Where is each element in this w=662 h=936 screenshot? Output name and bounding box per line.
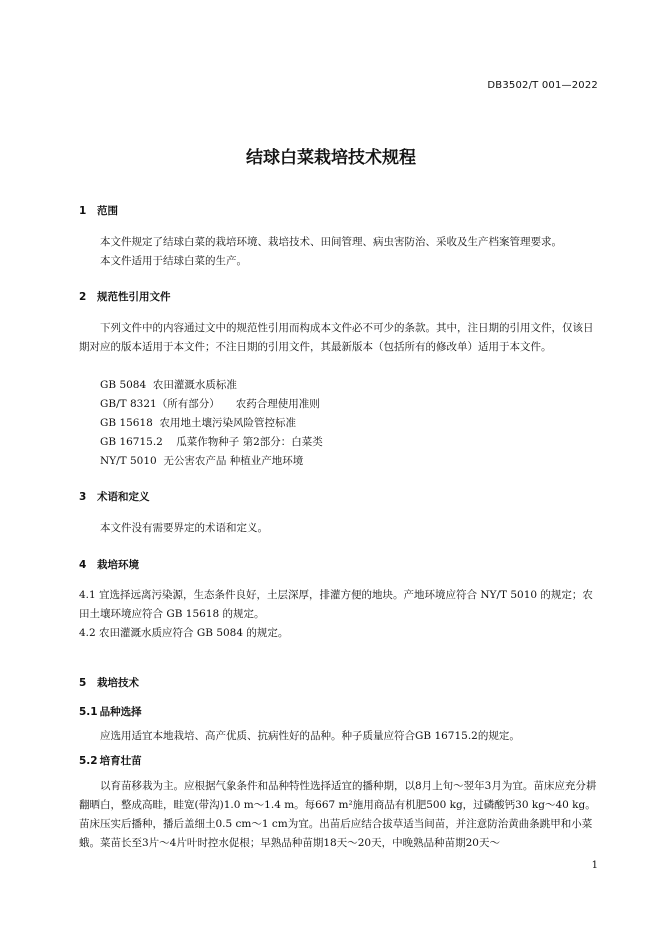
reference-code: NY/T 5010 xyxy=(100,455,157,467)
section-number: 1 xyxy=(79,205,87,217)
section-1-para-2: 本文件适用于结球白菜的生产。 xyxy=(100,255,247,267)
section-2-intro: 下列文件中的内容通过文中的规范性引用而构成本文件必不可少的条款。其中，注日期的引用文件，仅该日期对应的版本适用于本文件；不注日期的引用文件，其最新版本（包括所有的修改单）适用于本文件。 xyxy=(79,322,594,353)
subsection-title: 培育壮苗 xyxy=(99,755,142,767)
section-4-heading xyxy=(79,557,139,572)
section-1-heading xyxy=(79,203,118,218)
document-title: 结球白菜栽培技术规程 xyxy=(246,148,416,168)
section-3-para: 本文件没有需要界定的术语和定义。 xyxy=(100,522,268,534)
page-number: 1 xyxy=(591,860,598,871)
reference-name: 农田灌溉水质标准 xyxy=(152,379,237,391)
reference-code: GB 16715.2 xyxy=(100,436,163,448)
section-title: 范围 xyxy=(97,205,118,217)
subsection-5-1-heading xyxy=(79,704,142,719)
reference-name: 无公害农产品 种植业产地环境 xyxy=(163,455,304,467)
section-number: 3 xyxy=(79,491,87,503)
subsection-5-1-text: 应选用适宜本地栽培、高产优质、抗病性好的品种。种子质量应符合GB 16715.2的规定。 xyxy=(100,730,520,742)
reference-item xyxy=(100,433,323,452)
reference-code: GB 5084 xyxy=(100,379,147,391)
section-5-heading xyxy=(79,675,139,690)
section-number: 4 xyxy=(79,559,87,571)
section-1-para-1: 本文件规定了结球白菜的栽培环境、栽培技术、田间管理、病虫害防治、采收及生产档案管理要求。 xyxy=(100,236,562,248)
reference-item xyxy=(100,376,237,395)
reference-item xyxy=(100,452,303,471)
reference-name: 农药合理使用准则 xyxy=(235,398,320,410)
section-3-heading xyxy=(79,489,150,504)
section-2-heading xyxy=(79,289,171,304)
section-number: 5 xyxy=(79,677,87,689)
reference-item xyxy=(100,395,320,414)
reference-code: GB/T 8321（所有部分） xyxy=(100,398,220,410)
clause-4-1: 4.1 宜选择远离污染源，生态条件良好，土层深厚，排灌方便的地块。产地环境应符合 NY/T 5010 的规定；农田土壤环境应符合 GB 15618 的规定。 xyxy=(79,589,593,620)
subsection-title: 品种选择 xyxy=(99,706,142,718)
subsection-5-2-text: 以育苗移栽为主。应根据气象条件和品种特性选择适宜的播种期，以8月上旬～翌年3月为宜。苗床应充分耕翻晒白，整成高畦，畦宽(带沟)1.0 m～1.4 m。每667 m²施用商品有机肥500 kg，过磷酸钙30 kg～40 kg。苗床压实后播种，播后盖细土0.5 cm～1 cm为宜。出苗后应结合拔草适当间苗，并注意防治黄曲条跳甲和小菜蛾。菜苗长至3片～4片叶时控水促根；早熟品种苗期18天～20天，中晚熟品种苗期20天～ xyxy=(79,780,597,849)
reference-name: 农用地土壤污染风险管控标准 xyxy=(159,417,297,429)
clause-4-2: 4.2 农田灌溉水质应符合 GB 5084 的规定。 xyxy=(79,627,289,639)
section-number: 2 xyxy=(79,291,87,303)
subsection-number: 5.1 xyxy=(79,706,98,718)
document-code: DB3502/T 001—2022 xyxy=(487,80,598,91)
subsection-number: 5.2 xyxy=(79,755,98,767)
reference-item xyxy=(100,414,296,433)
reference-name: 瓜菜作物种子 第2部分：白菜类 xyxy=(176,436,323,448)
section-title: 术语和定义 xyxy=(97,491,150,503)
section-title: 栽培技术 xyxy=(97,677,139,689)
section-title: 栽培环境 xyxy=(97,559,139,571)
subsection-5-2-heading xyxy=(79,753,142,768)
section-title: 规范性引用文件 xyxy=(97,291,171,303)
reference-code: GB 15618 xyxy=(100,417,153,429)
